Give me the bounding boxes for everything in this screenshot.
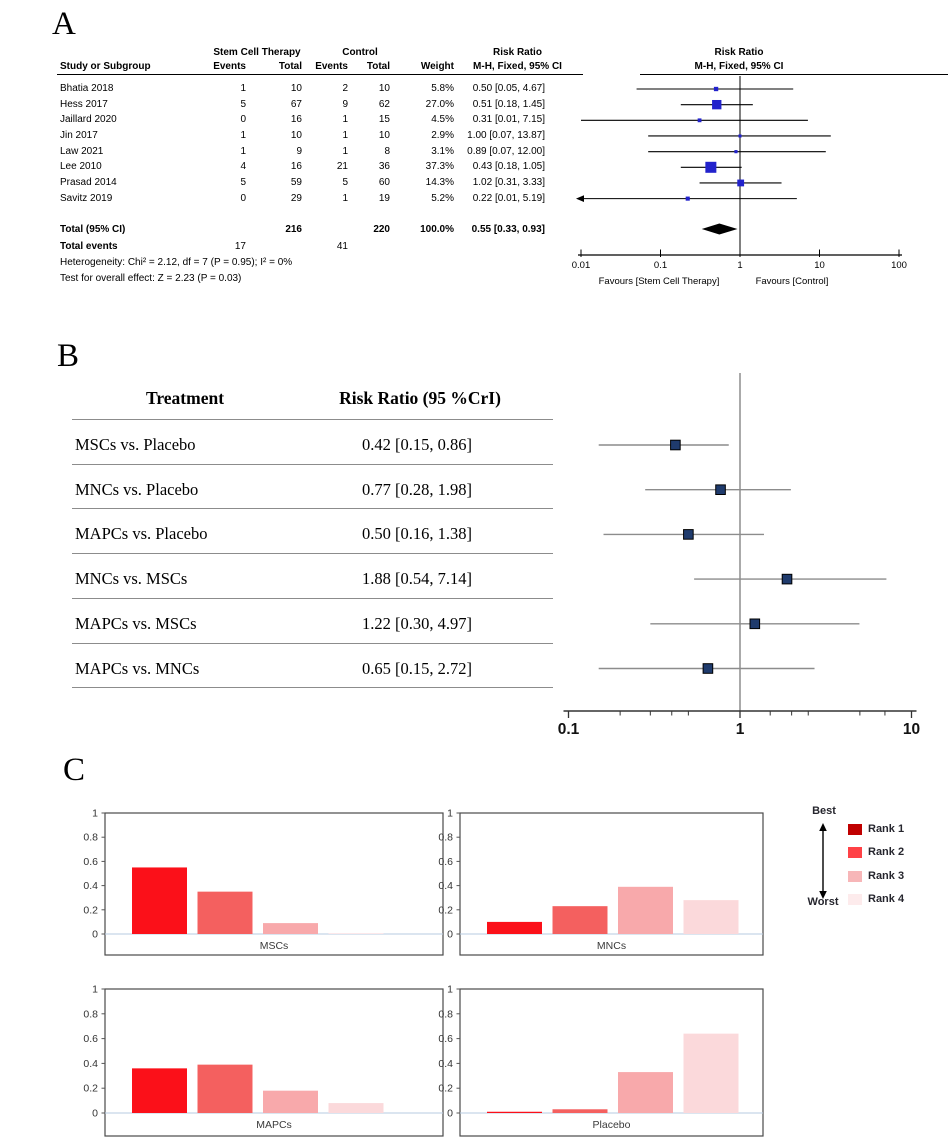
b-row-separator (72, 419, 553, 420)
legend-swatch-rank3 (848, 871, 862, 882)
effect-marker (714, 87, 718, 91)
axis-tick-label: 0.01 (571, 260, 591, 271)
effect-marker (738, 134, 741, 137)
study-total-c: 15 (378, 114, 390, 126)
y-tick-label: 1 (92, 807, 98, 820)
bar-rank2 (198, 1065, 253, 1113)
y-tick-label: 0.2 (438, 904, 453, 917)
b-treatment: MNCs vs. MSCs (75, 569, 188, 589)
axis-tick-label: 0.1 (557, 721, 580, 738)
y-tick-label: 1 (447, 983, 453, 996)
b-header-risk-ratio: Risk Ratio (95 %CrI) (339, 388, 501, 408)
y-tick-label: 0.2 (83, 1082, 98, 1095)
axis-tick-label: 1 (735, 721, 745, 738)
y-tick-label: 1 (447, 807, 453, 820)
bar-rank1 (487, 922, 542, 934)
bar-rank4 (684, 1034, 739, 1113)
total-row-total-t: 216 (285, 224, 302, 235)
study-name: Jin 2017 (60, 130, 98, 141)
effect-marker (782, 574, 792, 584)
study-weight: 27.0% (425, 98, 454, 110)
y-tick-label: 0.6 (83, 855, 98, 868)
y-tick-label: 0.6 (438, 855, 453, 868)
total-events-c: 41 (336, 241, 348, 252)
b-header-treatment: Treatment (145, 388, 225, 408)
effect-marker (712, 100, 721, 109)
plot-header-rule (640, 74, 948, 75)
bar-chart-mscs (65, 806, 455, 964)
study-events-t: 0 (240, 114, 246, 126)
y-tick-label: 0 (92, 928, 98, 941)
b-rr-text: 1.22 [0.30, 4.97] (362, 613, 472, 633)
bar-rank3 (263, 1091, 318, 1113)
effect-marker (750, 619, 760, 629)
study-events-c: 9 (342, 98, 348, 110)
category-label: Placebo (592, 1119, 631, 1131)
effect-marker (703, 664, 713, 674)
col-header-total-c: Total (366, 61, 390, 72)
study-events-t: 1 (240, 130, 246, 141)
bar-chart-mapcs (65, 982, 455, 1146)
summary-diamond (702, 224, 738, 235)
total-events-label: Total events (60, 241, 118, 252)
axis-tick-label: 10 (814, 260, 825, 271)
study-weight: 2.9% (431, 130, 454, 141)
b-row-separator (72, 598, 553, 599)
study-events-t: 5 (240, 98, 246, 110)
study-events-c: 2 (342, 83, 348, 94)
b-row-separator (72, 464, 553, 465)
study-events-c: 1 (342, 192, 348, 204)
legend-item-label: Rank 4 (868, 892, 905, 905)
study-rr-text: 0.51 [0.18, 1.45] (472, 98, 545, 110)
b-row-separator (72, 687, 553, 688)
effect-marker (716, 485, 726, 495)
bar-rank3 (618, 1072, 673, 1113)
col-header-events-t: Events (213, 61, 246, 72)
y-tick-label: 0.8 (438, 1008, 453, 1021)
b-rr-text: 1.88 [0.54, 7.14] (362, 569, 472, 589)
study-weight: 5.8% (431, 83, 454, 94)
legend-best-label: Best (812, 805, 836, 817)
study-total-c: 36 (378, 161, 390, 173)
bar-rank4 (329, 1103, 384, 1113)
y-tick-label: 0.6 (83, 1033, 98, 1046)
legend-worst-label: Worst (807, 896, 839, 908)
y-tick-label: 0.4 (83, 1057, 98, 1070)
b-treatment: MSCs vs. Placebo (75, 435, 196, 454)
bar-rank1 (132, 1068, 187, 1113)
legend-item-label: Rank 2 (868, 846, 905, 859)
b-rr-text: 0.65 [0.15, 2.72] (362, 658, 472, 678)
study-events-t: 4 (240, 161, 246, 173)
y-tick-label: 0 (92, 1107, 98, 1120)
study-name: Jaillard 2020 (60, 114, 117, 126)
study-name: Hess 2017 (60, 98, 108, 110)
plot-header-title: Risk Ratio (714, 47, 764, 58)
study-events-t: 5 (240, 177, 246, 188)
y-tick-label: 0.4 (438, 1057, 453, 1070)
total-row-weight: 100.0% (420, 224, 454, 235)
study-weight: 37.3% (425, 161, 454, 173)
bar-rank4 (684, 900, 739, 934)
ci-arrow-left-icon (576, 195, 584, 202)
panel-b-forest-plot (555, 370, 952, 750)
study-rr-text: 1.00 [0.07, 13.87] (467, 130, 545, 141)
y-tick-label: 0.2 (438, 1082, 453, 1095)
bar-rank3 (618, 887, 673, 934)
heterogeneity-text: Heterogeneity: Chi² = 2.12, df = 7 (P = 0.95); I² = 0% (60, 257, 293, 268)
y-tick-label: 0.2 (83, 904, 98, 917)
rr-header-title: Risk Ratio (493, 47, 542, 58)
axis-tick-label: 100 (891, 260, 907, 271)
col-header-study: Study or Subgroup (60, 61, 151, 72)
study-name: Bhatia 2018 (60, 83, 114, 94)
bar-rank3 (263, 923, 318, 934)
axis-tick-label: 0.1 (653, 260, 668, 271)
study-rr-text: 0.50 [0.05, 4.67] (472, 83, 545, 94)
study-events-t: 1 (240, 145, 246, 157)
favours-right-label: Favours [Control] (755, 276, 829, 287)
bar-rank2 (553, 906, 608, 934)
study-name: Lee 2010 (60, 161, 102, 173)
bar-rank2 (553, 1109, 608, 1113)
table-header-rule (57, 74, 583, 75)
bar-rank1 (487, 1112, 542, 1113)
study-total-t: 59 (290, 177, 302, 188)
axis-tick-label: 10 (902, 721, 921, 738)
study-total-t: 9 (296, 145, 302, 157)
study-total-t: 67 (290, 98, 302, 110)
study-name: Law 2021 (60, 145, 104, 157)
b-rr-text: 0.42 [0.15, 0.86] (362, 435, 472, 454)
study-events-c: 5 (342, 177, 348, 188)
y-tick-label: 0.4 (438, 880, 453, 893)
b-row-separator (72, 553, 553, 554)
study-weight: 4.5% (431, 114, 454, 126)
bar-rank1 (132, 867, 187, 934)
legend-swatch-rank1 (848, 824, 862, 835)
panel-b-label: B (57, 338, 80, 374)
study-rr-text: 0.31 [0.01, 7.15] (472, 114, 545, 126)
study-total-t: 16 (290, 114, 302, 126)
study-total-c: 8 (384, 145, 390, 157)
favours-left-label: Favours [Stem Cell Therapy] (598, 276, 720, 287)
y-tick-label: 1 (92, 983, 98, 996)
legend-item-label: Rank 1 (868, 823, 905, 835)
panel-a-label: A (52, 6, 76, 42)
b-row-separator (72, 643, 553, 644)
study-rr-text: 0.43 [0.18, 1.05] (472, 161, 545, 173)
b-treatment: MNCs vs. Placebo (75, 479, 199, 499)
legend-item-label: Rank 3 (868, 869, 905, 882)
y-tick-label: 0.6 (438, 1033, 453, 1046)
rr-header-subtitle: M-H, Fixed, 95% CI (473, 61, 562, 72)
legend-swatch-rank4 (848, 894, 862, 905)
effect-marker (734, 150, 737, 153)
study-total-c: 62 (378, 98, 390, 110)
effect-marker (698, 118, 702, 122)
y-tick-label: 0 (447, 1107, 453, 1120)
y-tick-label: 0.8 (83, 831, 98, 844)
best-worst-arrow-icon (816, 822, 830, 900)
study-events-t: 1 (240, 83, 246, 94)
study-total-t: 29 (290, 192, 302, 204)
study-events-t: 0 (240, 192, 246, 204)
b-treatment: MAPCs vs. Placebo (75, 524, 208, 544)
study-total-c: 10 (378, 130, 390, 141)
study-events-c: 1 (342, 145, 348, 157)
y-tick-label: 0.8 (83, 1008, 98, 1021)
effect-marker (684, 530, 694, 540)
b-rr-text: 0.77 [0.28, 1.98] (362, 479, 472, 499)
y-tick-label: 0 (447, 928, 453, 941)
study-total-c: 10 (378, 83, 390, 94)
study-events-c: 21 (336, 161, 348, 173)
bar-chart-mncs (420, 806, 778, 964)
total-row-rr: 0.55 [0.33, 0.93] (471, 224, 545, 235)
study-total-t: 16 (290, 161, 302, 173)
group-header-control: Control (342, 47, 378, 58)
study-events-c: 1 (342, 114, 348, 126)
total-events-t: 17 (234, 241, 246, 252)
study-rr-text: 0.89 [0.07, 12.00] (467, 145, 545, 157)
panel-a-forest-plot (550, 76, 952, 276)
study-events-c: 1 (342, 130, 348, 141)
study-weight: 3.1% (431, 145, 454, 157)
effect-marker (686, 197, 690, 201)
y-tick-label: 0.4 (83, 880, 98, 893)
axis-tick-label: 1 (737, 260, 743, 271)
study-weight: 14.3% (425, 177, 454, 188)
study-weight: 5.2% (431, 192, 454, 204)
effect-marker (671, 440, 681, 450)
study-total-t: 10 (290, 83, 302, 94)
total-row-label: Total (95% CI) (60, 224, 126, 235)
study-total-c: 19 (378, 192, 390, 204)
col-header-events-c: Events (315, 61, 348, 72)
total-row-total-c: 220 (373, 224, 390, 235)
effect-marker (705, 162, 716, 173)
study-rr-text: 1.02 [0.31, 3.33] (472, 177, 545, 188)
plot-header-subtitle: M-H, Fixed, 95% CI (694, 61, 784, 72)
col-header-weight: Weight (420, 61, 454, 72)
study-name: Prasad 2014 (60, 177, 117, 188)
col-header-total-t: Total (278, 61, 302, 72)
category-label: MAPCs (256, 1119, 292, 1131)
effect-marker (737, 180, 744, 187)
bar-rank4 (329, 933, 384, 934)
study-total-t: 10 (290, 130, 302, 141)
b-treatment: MAPCs vs. MNCs (75, 658, 200, 678)
legend-swatch-rank2 (848, 847, 862, 858)
plot-border (105, 989, 443, 1136)
bar-rank2 (198, 892, 253, 934)
category-label: MSCs (259, 940, 289, 952)
b-treatment: MAPCs vs. MSCs (75, 613, 197, 633)
panel-c-label: C (63, 752, 86, 788)
b-rr-text: 0.50 [0.16, 1.38] (362, 524, 472, 544)
b-row-separator (72, 508, 553, 509)
study-rr-text: 0.22 [0.01, 5.19] (472, 192, 545, 204)
study-name: Savitz 2019 (60, 192, 113, 204)
study-total-c: 60 (378, 177, 390, 188)
category-label: MNCs (596, 940, 627, 952)
overall-effect-text: Test for overall effect: Z = 2.23 (P = 0.03) (60, 273, 242, 284)
group-header-stem-cell: Stem Cell Therapy (213, 47, 301, 58)
bar-chart-placebo (420, 982, 778, 1146)
y-tick-label: 0.8 (438, 831, 453, 844)
